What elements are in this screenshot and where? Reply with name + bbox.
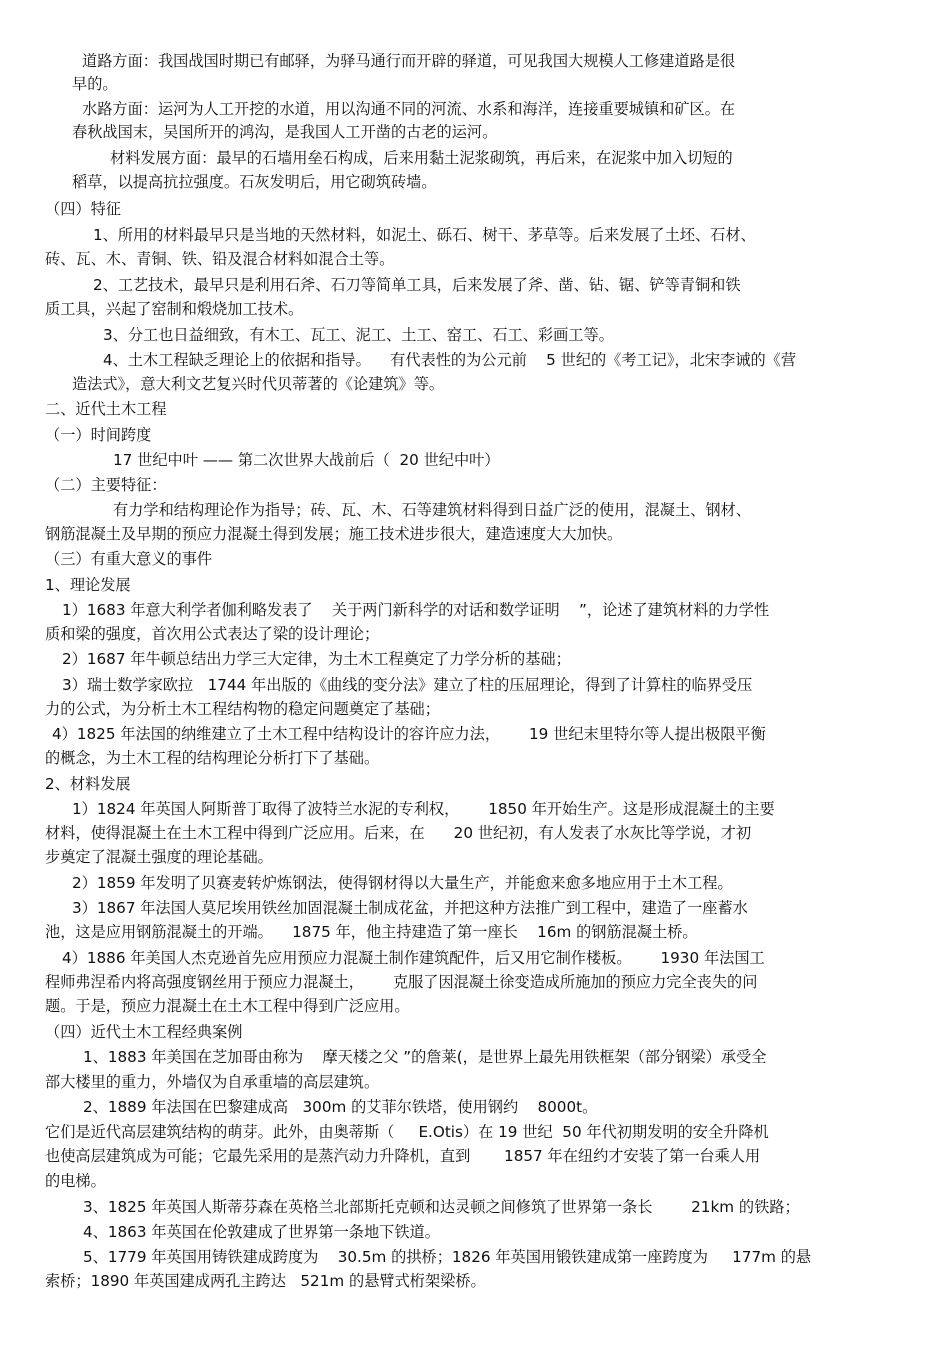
section-heading: 1、理论发展 [45,576,131,594]
text-line: 索桥；1890 年英国建成两孔主跨达 521m 的悬臂式桁架梁桥。 [45,1272,486,1290]
text-line: 步奠定了混凝土强度的理论基础。 [45,848,273,866]
text-line: 造法式》，意大利文艺复兴时代贝蒂著的《论建筑》等。 [72,375,445,393]
text-line: 程师弗涅希内将高强度钢丝用于预应力混凝土， 克服了因混凝土徐变造成所施加的预应力完全丧失的问 [45,973,758,991]
text-line: 池，这是应用钢筋混凝土的开端。 1875 年，他主持建造了第一座长 16m 的钢筋混凝土桥。 [45,923,698,941]
section-heading: （四）特征 [45,200,121,218]
text-line: 的概念，为土木工程的结构理论分析打下了基础。 [45,749,380,767]
text-line: 题。于是，预应力混凝土在土木工程中得到广泛应用。 [45,997,410,1015]
text-line: 1）1824 年英国人阿斯普丁取得了波特兰水泥的专利权， 1850 年开始生产。这是形成混凝土的主要 [72,800,775,818]
text-line: 稻草，以提高抗拉强度。石灰发明后，用它砌筑砖墙。 [72,173,437,191]
section-heading: 2、材料发展 [45,775,131,793]
text-line: 质工具，兴起了窑制和煅烧加工技术。 [45,300,304,318]
text-line: 2）1687 年牛顿总结出力学三大定律，为土木工程奠定了力学分析的基础； [62,650,571,668]
section-heading: （三）有重大意义的事件 [45,550,213,568]
text-line: 早的。 [72,75,118,93]
text-line: 材料，使得混凝土在土木工程中得到广泛应用。后来，在 20 世纪初，有人发表了水灰比等学说，才初 [45,824,752,842]
text-line: 17 世纪中叶 —— 第二次世界大战前后（ 20 世纪中叶） [113,451,500,469]
text-line: 砖、瓦、木、青铜、铁、铅及混合材料如混合土等。 [45,250,395,268]
text-line: 4）1886 年美国人杰克逊首先应用预应力混凝土制作建筑配件，后又用它制作楼板。 1930 年法国工 [62,949,765,967]
section-heading: 二、近代土木工程 [45,400,167,418]
text-line: 道路方面：我国战国时期已有邮驿，为驿马通行而开辟的驿道，可见我国大规模人工修建道路是很 [82,52,736,70]
text-line: 它们是近代高层建筑结构的萌芽。此外，由奥蒂斯（ E.Otis）在 19 世纪 50 年代初期发明的安全升降机 [45,1123,769,1141]
text-line: 有力学和结构理论作为指导；砖、瓦、木、石等建筑材料得到日益广泛的使用，混凝土、钢材、 [113,501,751,519]
text-line: 1）1683 年意大利学者伽利略发表了 关于两门新科学的对话和数学证明 ”，论述了建筑材料的力学性 [62,601,770,619]
section-heading: （一）时间跨度 [45,426,152,444]
text-line: 3）瑞士数学家欧拉 1744 年出版的《曲线的变分法》建立了柱的压屈理论，得到了计算柱的临界受压 [62,676,753,694]
text-line: 2、工艺技术，最早只是利用石斧、石刀等简单工具，后来发展了斧、凿、钻、锯、铲等青铜和铁 [93,276,741,294]
text-line: 的电梯。 [45,1172,106,1190]
text-line: 材料发展方面：最早的石墙用垒石构成，后来用黏土泥浆砌筑，再后来，在泥浆中加入切短的 [110,149,733,167]
text-line: 3、分工也日益细致，有木工、瓦工、泥工、土工、窑工、石工、彩画工等。 [103,326,614,344]
text-line: 2）1859 年发明了贝赛麦转炉炼钢法，使得钢材得以大量生产，并能愈来愈多地应用于土木工程。 [72,874,733,892]
text-line: 质和梁的强度，首次用公式表达了梁的设计理论； [45,625,380,643]
text-line: 4、1863 年英国在伦敦建成了世界第一条地下铁道。 [83,1223,440,1241]
text-line: 4、土木工程缺乏理论上的依据和指导。 有代表性的为公元前 5 世纪的《考工记》，北宋李诫的《营 [103,351,797,369]
text-line: 部大楼里的重力，外墙仅为自承重墙的高层建筑。 [45,1073,380,1091]
text-line: 3）1867 年法国人莫尼埃用铁丝加固混凝土制成花盆，并把这种方法推广到工程中，建造了一座蓄水 [72,899,748,917]
text-line: 5、1779 年英国用铸铁建成跨度为 30.5m 的拱桥；1826 年英国用锻铁建成第一座跨度为 177m 的悬 [83,1248,812,1266]
text-line: 4）1825 年法国的纳维建立了土木工程中结构设计的容许应力法， 19 世纪末里特尔等人提出极限平衡 [52,725,766,743]
text-line: 1、所用的材料最早只是当地的天然材料，如泥土、砾石、树干、茅草等。后来发展了土坯、石材、 [93,226,756,244]
text-line: 3、1825 年英国人斯蒂芬森在英格兰北部斯托克顿和达灵顿之间修筑了世界第一条长 21km 的铁路； [83,1198,800,1216]
section-heading: （二）主要特征： [45,476,167,494]
text-line: 水路方面：运河为人工开挖的水道，用以沟通不同的河流、水系和海洋，连接重要城镇和矿区。在 [82,100,736,118]
text-line: 也使高层建筑成为可能；它最先采用的是蒸汽动力升降机，直到 1857 年在纽约才安装了第一台乘人用 [45,1147,761,1165]
text-line: 2、1889 年法国在巴黎建成高 300m 的艾菲尔铁塔，使用钢约 8000t。 [83,1098,598,1116]
section-heading: （四）近代土木工程经典案例 [45,1023,243,1041]
text-line: 力的公式，为分析土木工程结构物的稳定问题奠定了基础； [45,700,440,718]
text-line: 春秋战国末，吴国所开的鸿沟，是我国人工开凿的古老的运河。 [72,123,498,141]
text-line: 钢筋混凝土及早期的预应力混凝土得到发展；施工技术进步很大，建造速度大大加快。 [45,525,623,543]
text-line: 1、1883 年美国在芝加哥由称为 摩天楼之父 ”的詹莱(，是世界上最先用铁框架（部分钢梁）承受全 [83,1048,767,1066]
